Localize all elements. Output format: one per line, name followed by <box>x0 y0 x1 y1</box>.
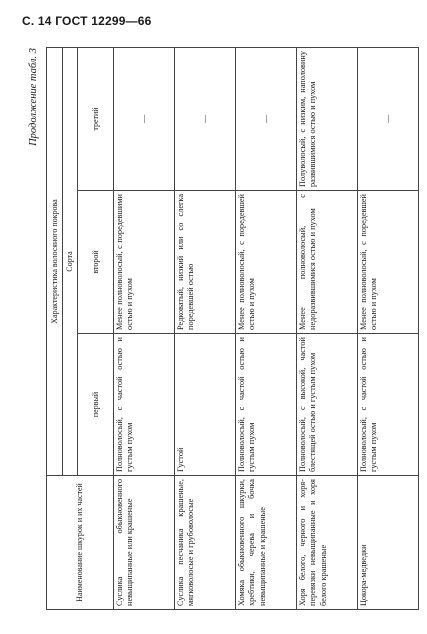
table-row <box>358 48 419 610</box>
third-sort-cell: — <box>114 48 175 191</box>
first-sort-cell: Густой <box>175 334 236 476</box>
first-sort-cell: Полноволосый, с частой остью и густым пухом <box>114 334 175 476</box>
rotated-table-page <box>22 48 418 610</box>
row-name-cell: Хоря белого, черного и хоря-перевязки невыщипанные и хоря белого крашеные <box>297 476 358 610</box>
continuation-caption: Продолжение табл. 3 <box>28 48 39 146</box>
column-header-third: третий <box>78 48 114 191</box>
third-sort-cell: — <box>175 48 236 191</box>
third-sort-cell: Полуволосый, с низким, наполовину развившимися остью и пухом <box>297 48 358 191</box>
first-sort-cell: Полноволосый, с частой остью и густым пухом <box>236 334 297 476</box>
row-name-cell: Суслика обыкновенного невыщипанные или крашеные <box>114 476 175 610</box>
second-sort-cell: Менее полноволосый, с поредевшей остью и пухом <box>358 191 419 334</box>
column-header-second: второй <box>78 191 114 334</box>
third-sort-cell: — <box>236 48 297 191</box>
second-sort-cell: Менее полноволосый, с поредевшими остью и пухом <box>114 191 175 334</box>
header-row <box>47 48 63 610</box>
second-sort-cell: Менее полноволосый, с недоразвившимися остью и пухом <box>297 191 358 334</box>
first-sort-cell: Полноволосый, с частой остью и густым пухом <box>358 334 419 476</box>
page-header: С. 14 ГОСТ 12299—66 <box>22 14 152 28</box>
row-name-cell: Хомяка обыкновенного шкурки, хребтики, черева и бочка невыщипанные и крашеные <box>236 476 297 610</box>
column-header-first: первый <box>78 334 114 476</box>
table-row <box>175 48 236 610</box>
table-row <box>114 48 175 610</box>
column-header-characteristic: Характеристика волосяного покрова <box>47 48 63 476</box>
characteristics-table <box>46 47 419 610</box>
second-sort-cell: Менее полноволосый, с поредевшей остью и пухом <box>236 191 297 334</box>
third-sort-cell: — <box>358 48 419 191</box>
table-row <box>236 48 297 610</box>
second-sort-cell: Редковатый, низкий или со слегка поредевшей остью <box>175 191 236 334</box>
row-name-cell: Цокора-медведки <box>358 476 419 610</box>
column-header-sort: Сорта <box>63 48 78 476</box>
first-sort-cell: Полноволосый, с высокой, частой блестящей остью и густым пухом <box>297 334 358 476</box>
column-header-name: Наименование шкурок и их частей <box>47 476 114 610</box>
table-row <box>297 48 358 610</box>
row-name-cell: Суслика песчаника крашеные, мягковолосые и грубоволосые <box>175 476 236 610</box>
